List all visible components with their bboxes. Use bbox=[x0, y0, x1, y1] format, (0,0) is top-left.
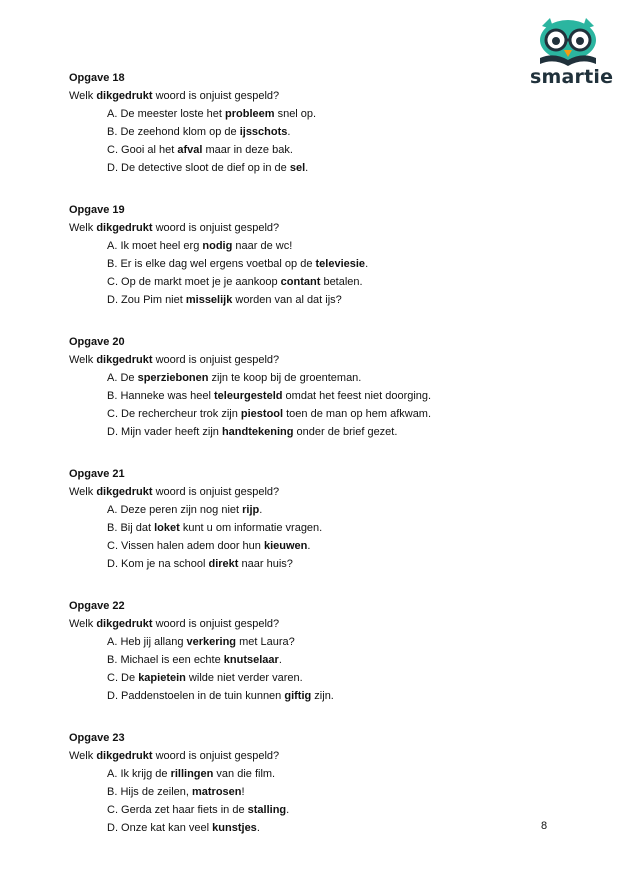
text-run: toen de man op hem afkwam. bbox=[283, 408, 432, 420]
question-18 bbox=[69, 69, 539, 177]
question-22 bbox=[69, 597, 539, 705]
text-run: C. Vissen halen adem door hun bbox=[107, 540, 264, 552]
bold-word: teleurgesteld bbox=[214, 390, 283, 402]
bold-word: misselijk bbox=[185, 294, 233, 306]
bold-word: kunstjes bbox=[212, 822, 257, 834]
text-run: maar in deze bak. bbox=[202, 144, 293, 156]
text-run: A. De bbox=[107, 372, 138, 384]
text-run: omdat het feest niet doorging. bbox=[282, 390, 432, 402]
option-a bbox=[69, 501, 539, 519]
option-b bbox=[69, 123, 539, 141]
text-run: Welk bbox=[69, 90, 97, 102]
text-run: snel op. bbox=[274, 108, 317, 120]
bold-word: televiesie bbox=[315, 258, 366, 270]
question-title: Opgave 22 bbox=[69, 600, 125, 612]
bold-word: matrosen bbox=[191, 786, 242, 798]
bold-word: dikgedrukt bbox=[96, 354, 153, 366]
text-run: woord is onjuist gespeld? bbox=[152, 222, 280, 234]
option-d bbox=[69, 159, 539, 177]
text-run: A. Deze peren zijn nog niet bbox=[107, 504, 243, 516]
text-run: A. Ik krijg de bbox=[107, 768, 171, 780]
option-b bbox=[69, 255, 539, 273]
bold-word: contant bbox=[280, 276, 321, 288]
bold-word: sperziebonen bbox=[137, 372, 209, 384]
text-run: ! bbox=[241, 786, 245, 798]
option-b bbox=[69, 387, 539, 405]
option-d bbox=[69, 687, 539, 705]
question-prompt bbox=[69, 747, 539, 765]
text-run: C. Gerda zet haar fiets in de bbox=[107, 804, 248, 816]
text-run: D. Kom je na school bbox=[107, 558, 209, 570]
worksheet-content bbox=[69, 69, 539, 861]
bold-word: verkering bbox=[186, 636, 237, 648]
text-run: A. Ik moet heel erg bbox=[107, 240, 203, 252]
option-a bbox=[69, 105, 539, 123]
bold-word: ijsschots bbox=[239, 126, 288, 138]
text-run: C. Gooi al het bbox=[107, 144, 178, 156]
brand-name: smartie bbox=[530, 66, 614, 88]
bold-word: nodig bbox=[202, 240, 233, 252]
text-run: naar de wc! bbox=[232, 240, 293, 252]
bold-word: knutselaar bbox=[223, 654, 279, 666]
bold-word: piestool bbox=[240, 408, 284, 420]
bold-word: sel bbox=[289, 162, 306, 174]
text-run: A. De meester loste het bbox=[107, 108, 225, 120]
text-run: . bbox=[287, 126, 291, 138]
option-c bbox=[69, 801, 539, 819]
text-run: . bbox=[305, 162, 309, 174]
text-run: woord is onjuist gespeld? bbox=[152, 354, 280, 366]
text-run: kunt u om informatie vragen. bbox=[179, 522, 323, 534]
option-c bbox=[69, 141, 539, 159]
page-number: 8 bbox=[541, 820, 548, 832]
question-prompt bbox=[69, 615, 539, 633]
option-a bbox=[69, 633, 539, 651]
text-run: Welk bbox=[69, 618, 97, 630]
text-run: woord is onjuist gespeld? bbox=[152, 750, 280, 762]
text-run: zijn. bbox=[311, 690, 334, 702]
bold-word: dikgedrukt bbox=[96, 618, 153, 630]
text-run: . bbox=[259, 504, 263, 516]
bold-word: dikgedrukt bbox=[96, 750, 153, 762]
text-run: worden van al dat ijs? bbox=[232, 294, 342, 306]
text-run: Welk bbox=[69, 486, 97, 498]
text-run: D. Mijn vader heeft zijn bbox=[107, 426, 222, 438]
text-run: B. Er is elke dag wel ergens voetbal op de bbox=[107, 258, 316, 270]
bold-word: dikgedrukt bbox=[96, 90, 153, 102]
question-title: Opgave 23 bbox=[69, 732, 125, 744]
text-run: B. Hanneke was heel bbox=[107, 390, 215, 402]
option-d bbox=[69, 819, 539, 837]
text-run: C. De bbox=[107, 672, 139, 684]
text-run: D. Onze kat kan veel bbox=[107, 822, 213, 834]
bold-word: handtekening bbox=[221, 426, 294, 438]
question-20 bbox=[69, 333, 539, 441]
question-23 bbox=[69, 729, 539, 837]
option-d bbox=[69, 555, 539, 573]
option-a bbox=[69, 765, 539, 783]
question-21 bbox=[69, 465, 539, 573]
text-run: . bbox=[307, 540, 311, 552]
option-a bbox=[69, 369, 539, 387]
bold-word: giftig bbox=[284, 690, 312, 702]
text-run: . bbox=[286, 804, 290, 816]
bold-word: loket bbox=[154, 522, 180, 534]
question-19 bbox=[69, 201, 539, 309]
bold-word: kapietein bbox=[138, 672, 186, 684]
text-run: onder de brief gezet. bbox=[293, 426, 398, 438]
text-run: D. Paddenstoelen in de tuin kunnen bbox=[107, 690, 285, 702]
text-run: B. De zeehond klom op de bbox=[107, 126, 240, 138]
text-run: wilde niet verder varen. bbox=[185, 672, 303, 684]
question-title: Opgave 21 bbox=[69, 468, 125, 480]
text-run: D. Zou Pim niet bbox=[107, 294, 186, 306]
bold-word: probleem bbox=[225, 108, 275, 120]
option-c bbox=[69, 537, 539, 555]
text-run: . bbox=[256, 822, 260, 834]
text-run: Welk bbox=[69, 354, 97, 366]
question-prompt bbox=[69, 219, 539, 237]
question-prompt bbox=[69, 351, 539, 369]
text-run: Welk bbox=[69, 222, 97, 234]
bold-word: afval bbox=[177, 144, 203, 156]
text-run: . bbox=[365, 258, 369, 270]
text-run: . bbox=[278, 654, 282, 666]
text-run: B. Bij dat bbox=[107, 522, 155, 534]
text-run: met Laura? bbox=[236, 636, 295, 648]
text-run: Welk bbox=[69, 750, 97, 762]
question-prompt bbox=[69, 87, 539, 105]
text-run: woord is onjuist gespeld? bbox=[152, 90, 280, 102]
bold-word: direkt bbox=[208, 558, 239, 570]
text-run: naar huis? bbox=[238, 558, 293, 570]
bold-word: kieuwen bbox=[263, 540, 308, 552]
question-title: Opgave 18 bbox=[69, 72, 125, 84]
option-d bbox=[69, 291, 539, 309]
option-c bbox=[69, 405, 539, 423]
text-run: D. De detective sloot de dief op in de bbox=[107, 162, 290, 174]
text-run: C. De rechercheur trok zijn bbox=[107, 408, 241, 420]
text-run: zijn te koop bij de groenteman. bbox=[208, 372, 362, 384]
option-a bbox=[69, 237, 539, 255]
text-run: C. Op de markt moet je je aankoop bbox=[107, 276, 281, 288]
text-run: woord is onjuist gespeld? bbox=[152, 486, 280, 498]
text-run: betalen. bbox=[320, 276, 363, 288]
text-run: B. Michael is een echte bbox=[107, 654, 224, 666]
text-run: A. Heb jij allang bbox=[107, 636, 187, 648]
option-c bbox=[69, 273, 539, 291]
text-run: van die film. bbox=[213, 768, 276, 780]
bold-word: rillingen bbox=[170, 768, 214, 780]
bold-word: dikgedrukt bbox=[96, 486, 153, 498]
question-prompt bbox=[69, 483, 539, 501]
option-d bbox=[69, 423, 539, 441]
bold-word: rijp bbox=[242, 504, 260, 516]
option-b bbox=[69, 783, 539, 801]
option-b bbox=[69, 651, 539, 669]
bold-word: dikgedrukt bbox=[96, 222, 153, 234]
text-run: B. Hijs de zeilen, bbox=[107, 786, 192, 798]
option-c bbox=[69, 669, 539, 687]
question-title: Opgave 19 bbox=[69, 204, 125, 216]
text-run: woord is onjuist gespeld? bbox=[152, 618, 280, 630]
question-title: Opgave 20 bbox=[69, 336, 125, 348]
bold-word: stalling bbox=[247, 804, 287, 816]
option-b bbox=[69, 519, 539, 537]
